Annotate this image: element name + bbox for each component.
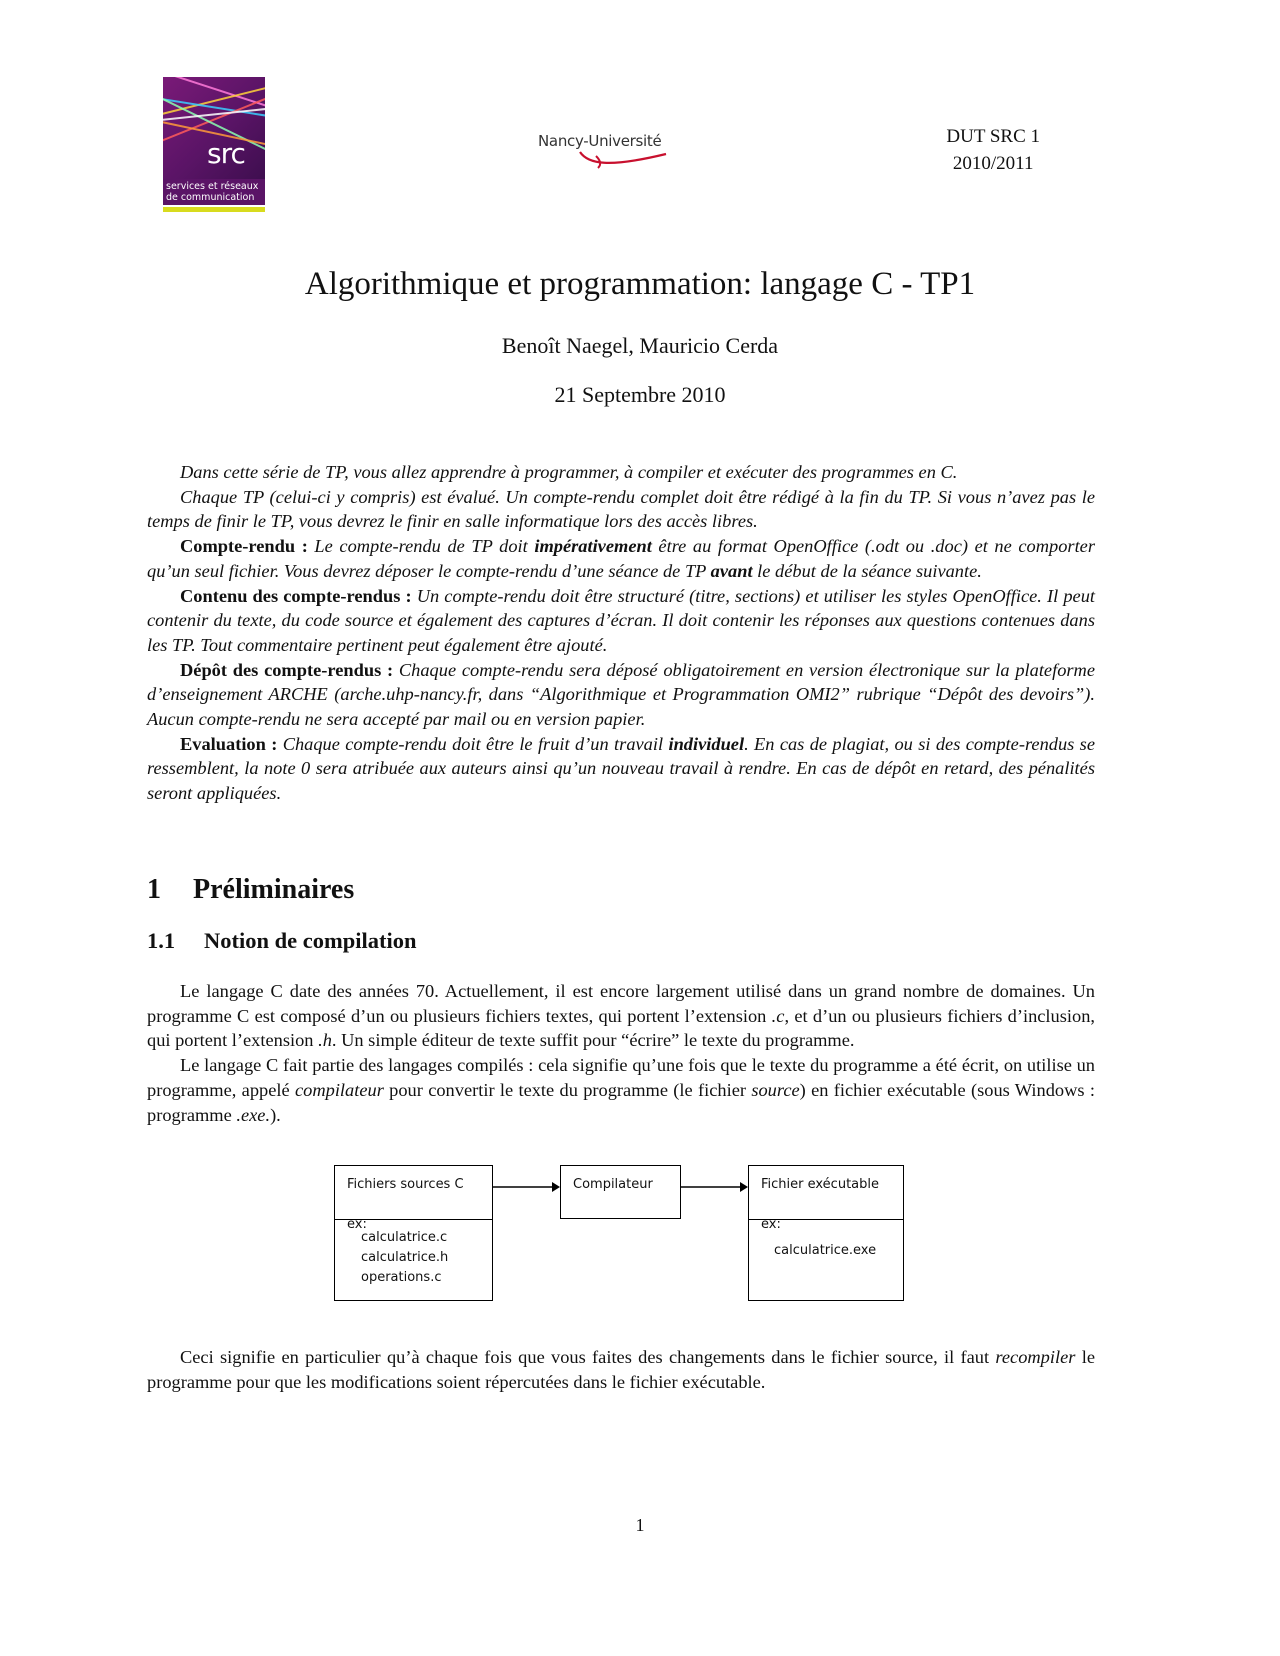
- intro-section: [147, 460, 1095, 806]
- src-logo-tagline: [163, 179, 265, 205]
- section-number: 1: [147, 874, 161, 905]
- course-year: 2010/2011: [952, 153, 1034, 174]
- body-paragraph-2: Le langage C fait partie des langages compilés : cela signifie qu’une fois que le texte du programme a été écrit, on utilise un programme, appelé compilateur pour convertir le texte du programme (le fichier source) en fichier exécutable (sous Windows : programme .exe.).: [147, 1055, 1095, 1125]
- recompile-text: [147, 1345, 1095, 1394]
- emphasis-imperativement: impérativement: [534, 536, 652, 557]
- emphasis-individuel: individuel: [668, 733, 745, 754]
- executable-title: Fichier exécutable: [761, 1177, 879, 1192]
- source-file-item: calculatrice.h: [361, 1250, 449, 1265]
- body-paragraph-3: Ceci signifie en particulier qu’à chaque fois que vous faites des changements dans le fichier source, il faut recompiler le programme pour que les modifications soient répercutées dans le fichier exécutable.: [147, 1347, 1095, 1392]
- src-logo-image: [163, 77, 265, 179]
- intro-paragraph-2: Chaque TP (celui-ci y compris) est évalué. Un compte-rendu complet doit être rédigé à la fin du TP. Si vous n’avez pas le temps de finir le TP, vous devrez le finir en salle informatique lors des accès libres.: [147, 486, 1095, 532]
- label-evaluation: Evaluation :: [180, 733, 278, 754]
- course-name: DUT SRC 1: [946, 126, 1040, 147]
- source-file-item: operations.c: [361, 1270, 442, 1285]
- label-contenu: Contenu des compte-rendus :: [180, 585, 412, 606]
- source-files-ex-label: ex:: [347, 1217, 367, 1232]
- intro-compte-rendu: Compte-rendu : Le compte-rendu de TP doit impérativement être au format OpenOffice (.odt ou .doc) et ne comporter qu’un seul fichier. Vous devrez déposer le compte-rendu d’une séance de TP avant le début de la séance suivante.: [147, 536, 1095, 581]
- document-title: Algorithmique et programmation: langage C - TP1: [304, 266, 976, 302]
- document-date: 21 Septembre 2010: [554, 382, 726, 407]
- intro-contenu: Contenu des compte-rendus : Un compte-rendu doit être structuré (titre, sections) et utiliser les styles OpenOffice. Il peut contenir du texte, du code source et également des captures d’écran. Il doit contenir les réponses aux questions contenues dans les TP. Tout commentaire pertinent peut également être ajouté.: [147, 585, 1096, 655]
- university-name: Nancy-Université: [538, 132, 662, 150]
- page-number: 1: [635, 1515, 645, 1535]
- compiler-title: Compilateur: [573, 1177, 653, 1192]
- compilation-text: [147, 979, 1095, 1127]
- label-compte-rendu: Compte-rendu :: [180, 536, 308, 557]
- src-logo-tagline-2: de communication: [166, 192, 255, 203]
- course-info: [946, 123, 1040, 177]
- section-heading: [147, 874, 354, 906]
- arrow-icon: [492, 1180, 560, 1194]
- subsection-heading: [147, 928, 417, 954]
- intro-paragraph-1: Dans cette série de TP, vous allez apprendre à programmer, à compiler et exécuter des programmes en C.: [180, 462, 958, 482]
- src-logo-bar: [163, 207, 265, 212]
- src-logo-tagline-1: services et réseaux: [166, 181, 259, 192]
- nancy-universite-logo: [538, 132, 688, 172]
- nancy-swoosh-icon: [578, 146, 668, 170]
- label-depot: Dépôt des compte-rendus :: [180, 659, 394, 680]
- compiler-box: [560, 1165, 681, 1219]
- executable-box: [748, 1165, 904, 1301]
- source-files-box: [334, 1165, 493, 1301]
- intro-evaluation: Evaluation : Chaque compte-rendu doit être le fruit d’un travail individuel. En cas de plagiat, ou si des compte-rendus se ressemblent, la note 0 sera atribuée aux auteurs ainsi qu’un nouveau travail à rendre. En cas de dépôt en retard, des pénalités seront appliquées.: [147, 733, 1096, 804]
- source-file-item: calculatrice.c: [361, 1230, 448, 1245]
- section-title: Préliminaires: [193, 874, 355, 905]
- compilation-diagram: [334, 1165, 904, 1305]
- src-logo: [163, 77, 265, 217]
- executable-ex-label: ex:: [761, 1217, 781, 1232]
- executable-file-item: calculatrice.exe: [774, 1243, 877, 1258]
- subsection-number: 1.1: [147, 928, 176, 953]
- arrow-icon: [680, 1180, 748, 1194]
- src-logo-word: src: [207, 137, 245, 170]
- source-files-title: Fichiers sources C: [347, 1177, 464, 1192]
- emphasis-avant: avant: [710, 560, 753, 581]
- body-paragraph-1: Le langage C date des années 70. Actuellement, il est encore largement utilisé dans un grand nombre de domaines. Un programme C est composé d’un ou plusieurs fichiers textes, qui portent l’extension .c, et d’un ou plusieurs fichiers d’inclusion, qui portent l’extension .h. Un simple éditeur de texte suffit pour “écrire” le texte du programme.: [147, 981, 1095, 1051]
- subsection-title: Notion de compilation: [204, 928, 417, 953]
- intro-depot: Dépôt des compte-rendus : Chaque compte-rendu sera déposé obligatoirement en version électronique sur la plateforme d’enseignement ARCHE (arche.uhp-nancy.fr, dans “Algorithmique et Programmation OMI2” rubrique “Dépôt des devoirs”). Aucun compte-rendu ne sera accepté par mail ou en version papier.: [147, 659, 1095, 730]
- document-authors: Benoît Naegel, Mauricio Cerda: [501, 333, 779, 358]
